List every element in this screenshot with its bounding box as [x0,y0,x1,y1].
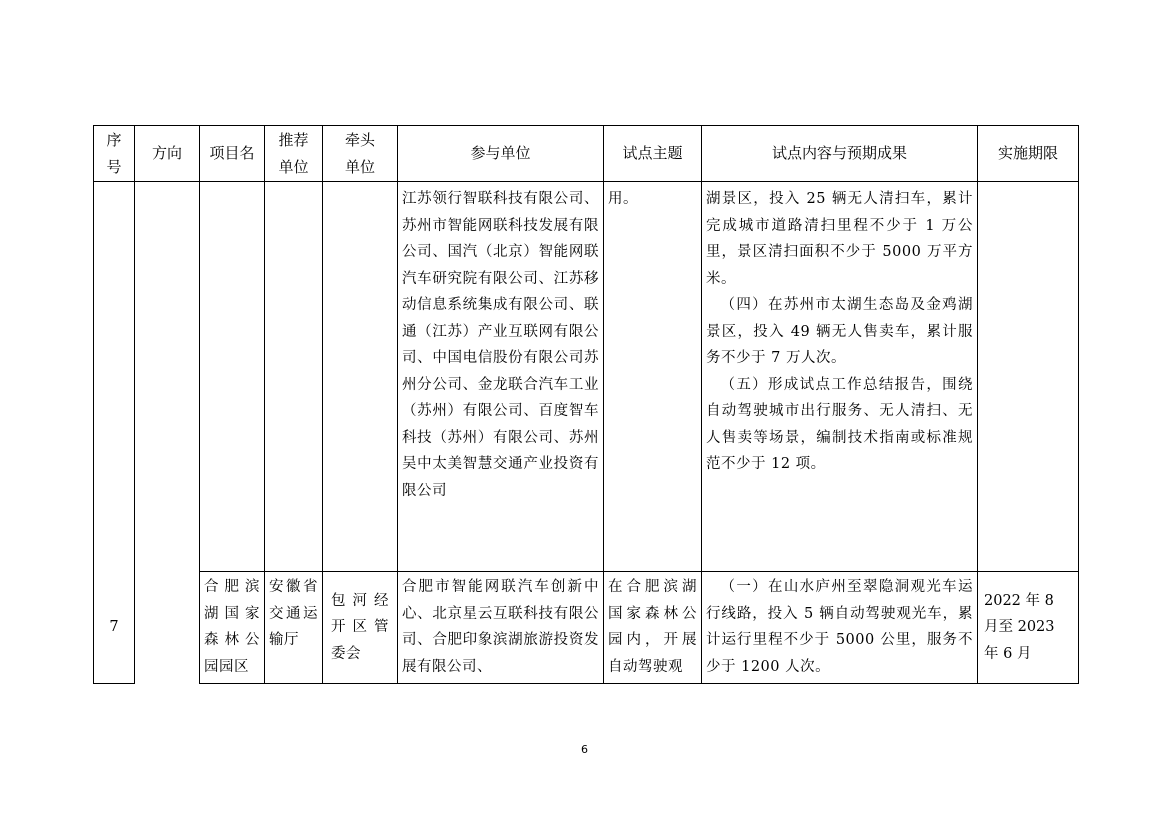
content-paragraph: （一）在山水庐州至翠隐洞观光车运行线路，投入 5 辆自动驾驶观光车，累计运行里程不少于 5000 公里，服务不少于 1200 人次。 [706,579,973,675]
header-theme: 试点主题 [604,126,702,182]
table-row [94,182,1079,572]
cell-recommender-cont [265,182,323,572]
content-paragraph: （四）在苏州市太湖生态岛及金鸡湖景区，投入 49 辆无人售卖车，累计服务不少于 7 万人次。 [706,297,973,366]
cell-participants: 合肥市智能网联汽车创新中心、北京星云互联科技有限公司、合肥印象滨湖旅游投资发展有限公司、 [398,572,604,684]
header-direction: 方向 [135,126,200,182]
cell-theme: 用。 [604,182,702,572]
cell-theme: 在合肥滨湖国家森林公园内，开展自动驾驶观 [604,572,702,684]
cell-participants: 江苏领行智联科技有限公司、苏州市智能网联科技发展有限公司、国汽（北京）智能网联汽车研究院有限公司、江苏移动信息系统集成有限公司、联通（江苏）产业互联网有限公司、中国电信股份有限公司苏州分公司、金龙联合汽车工业（苏州）有限公司、百度智车科技（苏州）有限公司、苏州吴中太美智慧交通产业投资有限公司 [398,182,604,572]
cell-lead-cont [323,182,398,572]
cell-period-cont [978,182,1079,572]
header-lead: 牵头 单位 [323,126,398,182]
cell-direction [135,182,200,684]
cell-content [702,572,978,684]
cell-lead: 包河经开区管委会 [323,572,398,684]
table-header-row [94,126,1079,182]
header-period: 实施期限 [978,126,1079,182]
pilot-project-table [93,125,1079,684]
cell-project-cont [200,182,265,572]
cell-seq-cont [94,182,135,572]
header-seq: 序 号 [94,126,135,182]
cell-period: 2022 年 8 月至 2023 年 6 月 [978,572,1079,684]
cell-content [702,182,978,572]
header-project: 项目名 [200,126,265,182]
header-recommender: 推荐 单位 [265,126,323,182]
content-paragraph: （五）形成试点工作总结报告，围绕自动驾驶城市出行服务、无人清扫、无人售卖等场景，编制技术指南或标准规范不少于 12 项。 [706,376,973,472]
cell-seq: 7 [94,572,135,684]
page-number: 6 [581,743,588,756]
header-content: 试点内容与预期成果 [702,126,978,182]
content-paragraph: 湖景区，投入 25 辆无人清扫车，累计完成城市道路清扫里程不少于 1 万公里，景区清扫面积不少于 5000 万平方米。 [706,191,973,287]
table-row [94,572,1079,684]
cell-project: 合肥滨湖国家森林公园园区 [200,572,265,684]
header-participants: 参与单位 [398,126,604,182]
cell-recommender: 安徽省交通运输厅 [265,572,323,684]
